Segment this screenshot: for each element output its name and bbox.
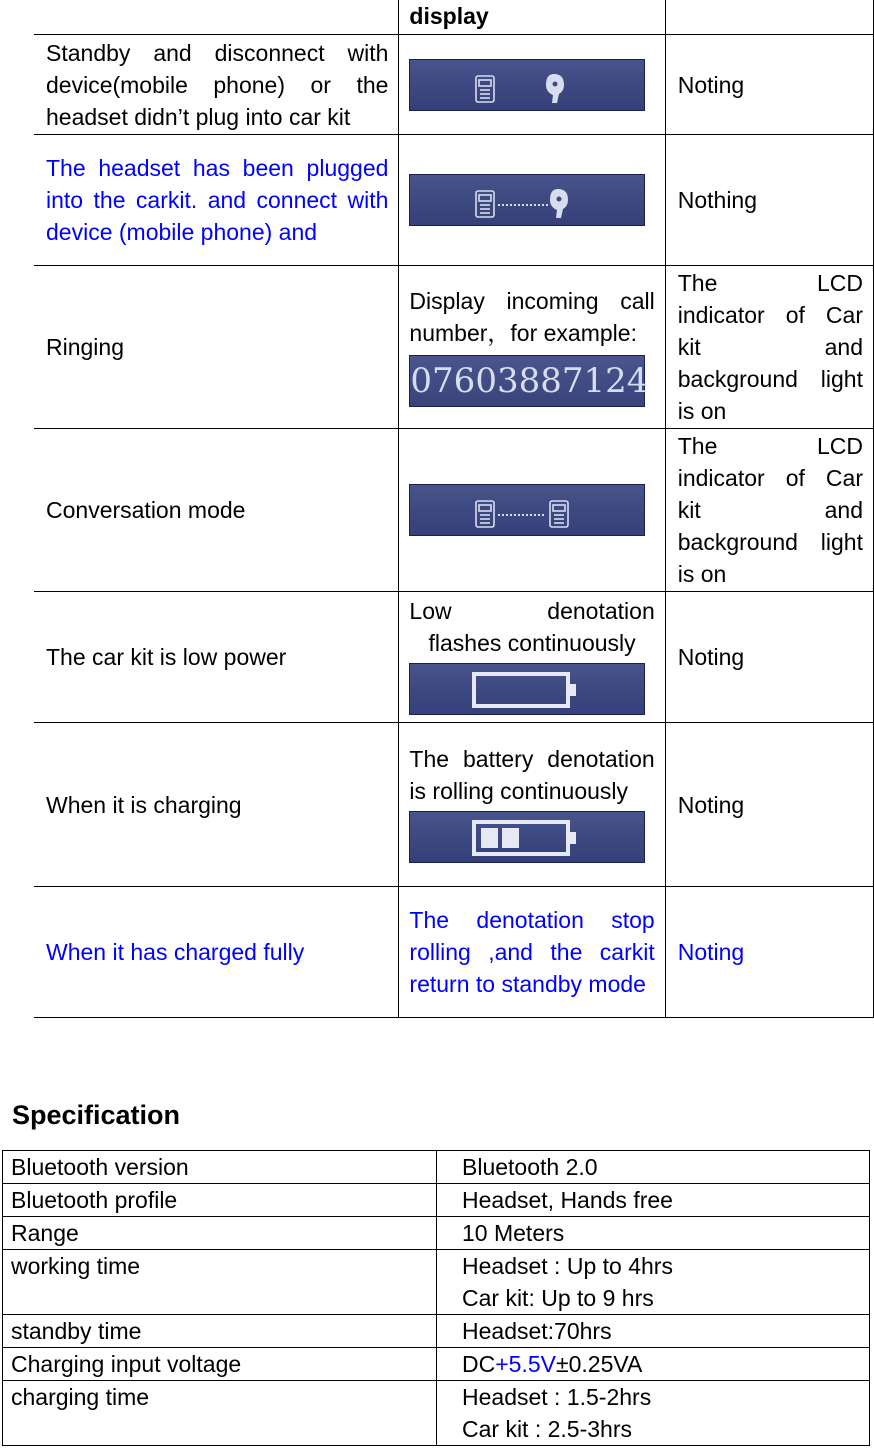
display-cell <box>399 429 665 592</box>
remark-cell: Noting <box>665 592 873 723</box>
remark-cell: Noting <box>665 35 873 135</box>
table-row <box>34 592 874 723</box>
spec-key: Bluetooth profile <box>3 1184 437 1217</box>
lcd-low-power-display <box>409 663 645 715</box>
spec-value: Bluetooth 2.0 <box>437 1151 870 1184</box>
spec-value: 10 Meters <box>437 1217 870 1250</box>
remark-cell: Noting <box>665 887 873 1018</box>
table-row <box>3 1151 870 1184</box>
remark-cell: The LCD indicator of Car kit and background light is on <box>665 266 873 429</box>
status-cell: Standby and disconnect with device(mobile phone) or the headset didn’t plug into car kit <box>34 35 399 135</box>
display-cell: The denotation stop rolling ,and the carkit return to standby mode <box>399 887 665 1018</box>
phone-icon <box>476 501 494 527</box>
display-description-line1: Low denotation <box>409 598 655 624</box>
table-row <box>3 1381 870 1446</box>
display-cell <box>399 266 665 429</box>
table-header-row <box>34 0 874 35</box>
lcd-conversation-display <box>409 484 645 536</box>
display-description-line2: flashes continuously <box>428 630 636 656</box>
headset-icon <box>550 189 568 218</box>
header-cell-display: display <box>399 0 665 35</box>
display-cell <box>399 723 665 887</box>
header-cell-status <box>34 0 399 35</box>
header-cell-remark <box>665 0 873 35</box>
table-row <box>3 1184 870 1217</box>
table-row <box>3 1217 870 1250</box>
remark-cell: The LCD indicator of Car kit and background light is on <box>665 429 873 592</box>
spec-key: Range <box>3 1217 437 1250</box>
display-cell <box>399 592 665 723</box>
spec-key: standby time <box>3 1315 437 1348</box>
table-row <box>34 266 874 429</box>
spec-key: Charging input voltage <box>3 1348 437 1381</box>
spec-value-line2: Car kit : 2.5-3hrs <box>462 1416 632 1442</box>
status-cell: The headset has been plugged into the carkit. and connect with device (mobile phone) and <box>34 135 399 266</box>
status-cell: Ringing <box>34 266 399 429</box>
headset-icon <box>546 74 564 103</box>
spec-value: Headset, Hands free <box>437 1184 870 1217</box>
spec-value: Headset:70hrs <box>437 1315 870 1348</box>
table-row <box>3 1348 870 1381</box>
status-cell: The car kit is low power <box>34 592 399 723</box>
phone-icon <box>476 191 494 217</box>
spec-value <box>437 1348 870 1381</box>
voltage-highlight: +5.5V <box>495 1351 556 1377</box>
status-cell: When it is charging <box>34 723 399 887</box>
lcd-standby-display <box>409 59 645 111</box>
table-row <box>3 1315 870 1348</box>
status-cell: Conversation mode <box>34 429 399 592</box>
table-row <box>3 1250 870 1315</box>
phone-icon <box>550 501 568 527</box>
spec-value-line1: Headset : Up to 4hrs <box>462 1253 673 1279</box>
remark-cell: Noting <box>665 723 873 887</box>
table-row <box>34 429 874 592</box>
phone-icon <box>476 76 494 102</box>
voltage-prefix: DC <box>462 1351 496 1377</box>
status-cell: When it has charged fully <box>34 887 399 1018</box>
specification-heading: Specification <box>12 1100 181 1130</box>
battery-empty-icon <box>474 674 576 706</box>
display-description: The battery denotation is rolling continuously <box>409 745 655 804</box>
remark-cell: Nothing <box>665 135 873 266</box>
table-row <box>34 723 874 887</box>
display-cell <box>399 35 665 135</box>
table-row <box>34 887 874 1018</box>
spec-value-line1: Headset : 1.5-2hrs <box>462 1384 652 1410</box>
status-display-table <box>34 0 874 1018</box>
specification-table <box>2 1150 870 1446</box>
lcd-connected-display <box>409 174 645 226</box>
table-row <box>34 135 874 266</box>
battery-charging-icon <box>474 822 576 854</box>
spec-key: charging time <box>3 1381 437 1446</box>
voltage-suffix: ±0.25VA <box>555 1351 643 1377</box>
spec-key: Bluetooth version <box>3 1151 437 1184</box>
table-row <box>34 35 874 135</box>
spec-value <box>437 1250 870 1315</box>
spec-value-line2: Car kit: Up to 9 hrs <box>462 1285 654 1311</box>
lcd-charging-display <box>409 811 645 863</box>
display-cell <box>399 135 665 266</box>
display-description: Display incoming call number，for example: <box>409 288 655 346</box>
spec-value <box>437 1381 870 1446</box>
lcd-incoming-number: 07603887124 <box>409 355 645 407</box>
spec-key: working time <box>3 1250 437 1315</box>
